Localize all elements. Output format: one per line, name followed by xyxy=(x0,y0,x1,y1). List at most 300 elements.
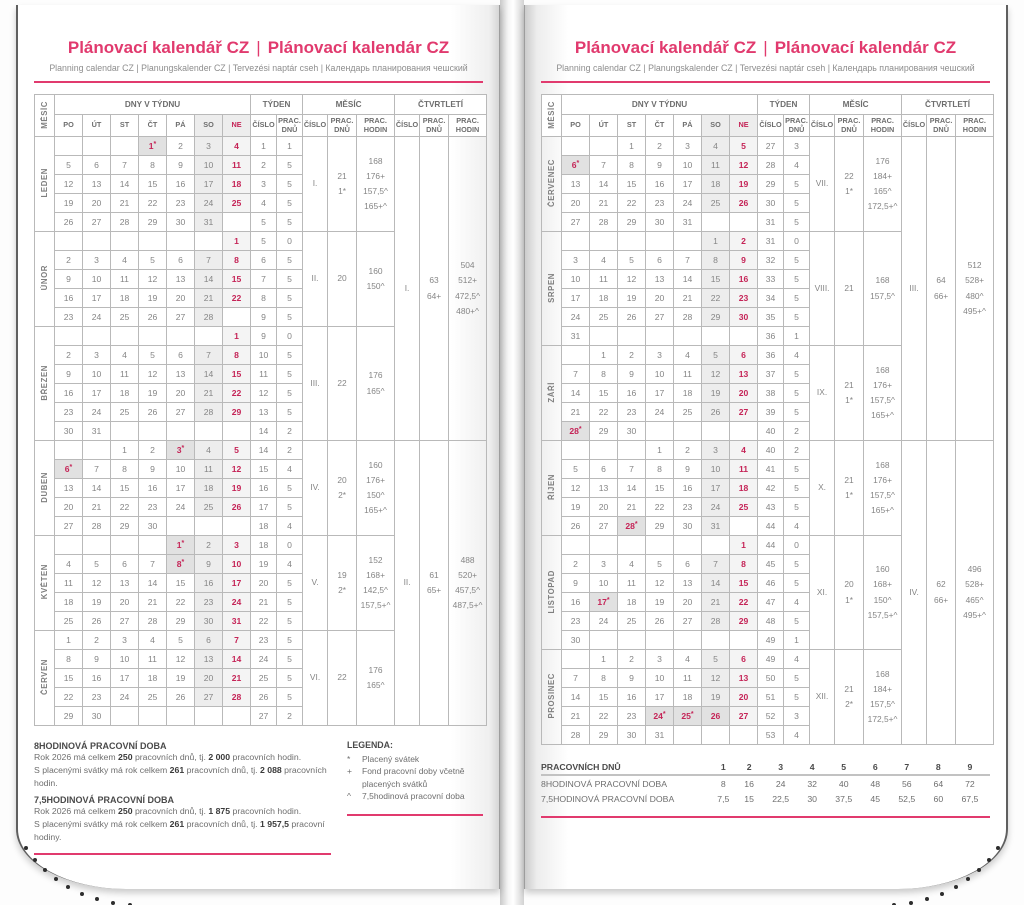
day-cell: 2 xyxy=(195,536,223,555)
day-cell xyxy=(730,726,758,745)
day-cell: 27 xyxy=(195,688,223,707)
day-header: SO xyxy=(702,115,730,137)
week-number-cell: 12 xyxy=(251,384,277,403)
day-cell: 10 xyxy=(562,270,590,289)
day-cell: 31 xyxy=(702,517,730,536)
perforation-dot xyxy=(33,858,37,862)
day-cell: 8 xyxy=(730,555,758,574)
day-cell xyxy=(195,517,223,536)
week-number-cell: 7 xyxy=(251,270,277,289)
day-cell: 28 xyxy=(590,213,618,232)
week-workdays-cell: 0 xyxy=(277,327,303,346)
perforation-dot xyxy=(940,892,944,896)
month-number-cell: VII. xyxy=(810,137,835,232)
day-cell: 20 xyxy=(730,688,758,707)
day-cell: 26 xyxy=(646,612,674,631)
day-cell: 9 xyxy=(618,365,646,384)
day-cell: 14 xyxy=(195,365,223,384)
week-workdays-cell: 5 xyxy=(277,365,303,384)
month-workhours-cell: 168 176+ 157,5^ 165+^ xyxy=(864,346,902,441)
day-cell: 28 xyxy=(195,403,223,422)
day-cell: 17 xyxy=(674,175,702,194)
day-cell: 30 xyxy=(139,517,167,536)
day-cell: 25 xyxy=(195,498,223,517)
week-number-cell: 48 xyxy=(758,612,784,631)
conversion-value: 7,5 xyxy=(717,794,730,804)
week-workdays-cell: 5 xyxy=(784,612,810,631)
day-cell: 17 xyxy=(562,289,590,308)
day-cell xyxy=(195,232,223,251)
day-cell: 19 xyxy=(646,593,674,612)
day-cell: 10 xyxy=(590,574,618,593)
perforation-dot xyxy=(966,877,970,881)
day-cell xyxy=(730,327,758,346)
week-number-cell: 15 xyxy=(251,460,277,479)
day-cell: 12 xyxy=(139,270,167,289)
week-workdays-cell: 5 xyxy=(277,650,303,669)
week-workdays-cell: 0 xyxy=(784,232,810,251)
day-cell: 10 xyxy=(674,156,702,175)
day-cell: 16 xyxy=(195,574,223,593)
sub-header: PRAC. HODIN xyxy=(357,115,395,137)
day-cell: 3 xyxy=(702,441,730,460)
day-cell: 13 xyxy=(590,479,618,498)
day-cell: 24 xyxy=(167,498,195,517)
quarter-workhours-cell: 488 520+ 457,5^ 487,5+^ xyxy=(449,441,487,726)
day-cell xyxy=(562,137,590,156)
day-cell: 10 xyxy=(195,156,223,175)
day-cell: 12 xyxy=(139,365,167,384)
sub-header: ČÍSLO xyxy=(303,115,328,137)
quarter-number-cell: III. xyxy=(902,137,927,441)
day-cell: 3 xyxy=(83,346,111,365)
sub-header: ČÍSLO xyxy=(395,115,420,137)
day-cell: 12 xyxy=(618,270,646,289)
day-cell: 14 xyxy=(223,650,251,669)
day-cell: 13 xyxy=(83,175,111,194)
month-number-cell: V. xyxy=(303,536,328,631)
day-cell: 16 xyxy=(618,688,646,707)
title-slovak: Plánovací kalendár CZ xyxy=(774,38,957,57)
day-cell: 12 xyxy=(167,650,195,669)
day-cell: 19 xyxy=(139,289,167,308)
day-cell: 20 xyxy=(562,194,590,213)
day-cell: 15 xyxy=(646,479,674,498)
day-cell: 21 xyxy=(562,403,590,422)
day-cell: 2 xyxy=(618,650,646,669)
day-cell: 26 xyxy=(83,612,111,631)
sub-header: PRAC. DNŮ xyxy=(277,115,303,137)
day-cell: 20 xyxy=(167,384,195,403)
day-cell: 6 xyxy=(674,555,702,574)
conversion-value: 56 xyxy=(901,779,912,789)
month-workdays-cell: 22 xyxy=(328,631,357,726)
day-cell: 26 xyxy=(702,403,730,422)
day-cell: 6 xyxy=(167,346,195,365)
quarter-workdays-cell: 62 66+ xyxy=(927,441,956,745)
day-cell xyxy=(562,441,590,460)
week-number-cell: 36 xyxy=(758,346,784,365)
day-cell: 3 xyxy=(83,251,111,270)
day-cell: 23 xyxy=(83,688,111,707)
day-cell-holiday: 1* xyxy=(139,137,167,156)
week-number-cell: 52 xyxy=(758,707,784,726)
day-cell: 3 xyxy=(562,251,590,270)
perforation-dot xyxy=(925,897,929,901)
day-cell: 23 xyxy=(167,194,195,213)
day-cell: 17 xyxy=(83,289,111,308)
month-workdays-cell: 20 1* xyxy=(835,536,864,650)
week-number-cell: 27 xyxy=(758,137,784,156)
day-cell xyxy=(83,441,111,460)
day-cell xyxy=(562,346,590,365)
day-cell: 19 xyxy=(83,593,111,612)
day-cell: 5 xyxy=(139,251,167,270)
week-number-cell: 5 xyxy=(251,232,277,251)
perforation-dot xyxy=(977,868,981,872)
week-workdays-cell: 5 xyxy=(277,403,303,422)
week-workdays-cell: 5 xyxy=(784,574,810,593)
week-workdays-cell: 5 xyxy=(784,460,810,479)
week-workdays-cell: 5 xyxy=(277,213,303,232)
day-cell xyxy=(83,327,111,346)
day-cell: 1 xyxy=(590,650,618,669)
day-cell: 19 xyxy=(702,384,730,403)
week-workdays-cell: 0 xyxy=(784,536,810,555)
conversion-col-header: 4 xyxy=(801,759,824,775)
day-cell: 9 xyxy=(562,574,590,593)
day-cell: 6 xyxy=(195,631,223,650)
day-cell: 19 xyxy=(618,289,646,308)
day-cell: 21 xyxy=(223,669,251,688)
page-title xyxy=(34,38,483,58)
day-cell xyxy=(167,707,195,726)
day-cell xyxy=(618,631,646,650)
day-cell: 8 xyxy=(223,346,251,365)
day-cell xyxy=(55,232,83,251)
day-cell-holiday: 6* xyxy=(55,460,83,479)
day-cell xyxy=(167,422,195,441)
week-number-cell: 10 xyxy=(251,346,277,365)
day-cell xyxy=(167,517,195,536)
day-header: ÚT xyxy=(83,115,111,137)
day-cell: 27 xyxy=(111,612,139,631)
day-cell xyxy=(139,327,167,346)
week-workdays-cell: 5 xyxy=(784,289,810,308)
month-label: ŘÍJEN xyxy=(542,441,562,536)
day-cell: 27 xyxy=(167,308,195,327)
day-cell: 23 xyxy=(139,498,167,517)
day-cell: 14 xyxy=(674,270,702,289)
week-number-cell: 39 xyxy=(758,403,784,422)
day-cell: 26 xyxy=(618,308,646,327)
week-workdays-cell: 5 xyxy=(277,194,303,213)
quarter-workdays-cell: 64 66+ xyxy=(927,137,956,441)
week-workdays-cell: 2 xyxy=(277,707,303,726)
quarter-group-header: ČTVRTLETÍ xyxy=(395,95,487,115)
day-cell-holiday: 8* xyxy=(167,555,195,574)
day-cell: 10 xyxy=(83,365,111,384)
perforation-dot xyxy=(54,877,58,881)
day-header: ST xyxy=(618,115,646,137)
day-cell: 4 xyxy=(730,441,758,460)
conversion-value: 32 xyxy=(807,779,818,789)
day-cell: 10 xyxy=(646,365,674,384)
day-cell: 4 xyxy=(195,441,223,460)
conversion-value: 8 xyxy=(720,779,726,789)
week-number-cell: 6 xyxy=(251,251,277,270)
week-number-cell: 2 xyxy=(251,156,277,175)
day-cell: 5 xyxy=(702,650,730,669)
week-workdays-cell: 0 xyxy=(277,536,303,555)
day-cell xyxy=(83,232,111,251)
day-cell: 8 xyxy=(646,460,674,479)
day-cell xyxy=(674,232,702,251)
day-cell: 11 xyxy=(702,156,730,175)
day-cell: 5 xyxy=(55,156,83,175)
day-cell: 23 xyxy=(55,308,83,327)
week-workdays-cell: 5 xyxy=(277,612,303,631)
day-cell: 21 xyxy=(590,194,618,213)
day-cell: 22 xyxy=(590,403,618,422)
page-gutter xyxy=(500,0,524,905)
day-cell: 27 xyxy=(730,707,758,726)
day-cell: 22 xyxy=(646,498,674,517)
legend-item xyxy=(347,753,483,765)
day-cell xyxy=(618,327,646,346)
week-number-cell: 31 xyxy=(758,213,784,232)
day-cell: 12 xyxy=(702,365,730,384)
day-cell: 30 xyxy=(83,707,111,726)
day-cell: 15 xyxy=(618,175,646,194)
day-cell: 17 xyxy=(195,175,223,194)
week-number-cell: 16 xyxy=(251,479,277,498)
day-cell: 24 xyxy=(674,194,702,213)
day-cell: 24 xyxy=(562,308,590,327)
week-workdays-cell: 4 xyxy=(784,650,810,669)
day-cell: 18 xyxy=(55,593,83,612)
week-workdays-cell: 4 xyxy=(784,593,810,612)
day-cell: 9 xyxy=(55,365,83,384)
day-header: PO xyxy=(562,115,590,137)
legend-item xyxy=(347,765,483,790)
day-cell: 1 xyxy=(590,346,618,365)
month-workhours-cell: 176 184+ 165^ 172,5+^ xyxy=(864,137,902,232)
week-number-cell: 50 xyxy=(758,669,784,688)
day-cell: 23 xyxy=(55,403,83,422)
day-cell: 5 xyxy=(646,555,674,574)
day-cell xyxy=(111,232,139,251)
day-cell-holiday: 26 xyxy=(702,707,730,726)
week-workdays-cell: 5 xyxy=(784,270,810,289)
day-cell: 20 xyxy=(55,498,83,517)
left-page xyxy=(16,5,500,889)
day-cell: 6 xyxy=(730,346,758,365)
day-cell: 7 xyxy=(562,365,590,384)
day-cell: 27 xyxy=(590,517,618,536)
day-header: PO xyxy=(55,115,83,137)
days-group-header: DNY V TÝDNU xyxy=(562,95,758,115)
day-cell: 14 xyxy=(139,574,167,593)
quarter-workdays-cell: 61 65+ xyxy=(420,441,449,726)
conversion-table-label: PRACOVNÍCH DNŮ xyxy=(541,759,709,775)
day-cell: 16 xyxy=(83,669,111,688)
day-cell: 30 xyxy=(562,631,590,650)
month-label: ČERVENEC xyxy=(542,137,562,232)
week-workdays-cell: 5 xyxy=(784,498,810,517)
day-cell: 15 xyxy=(590,384,618,403)
day-cell: 22 xyxy=(730,593,758,612)
day-header: PÁ xyxy=(674,115,702,137)
week-workdays-cell: 5 xyxy=(784,384,810,403)
week-workdays-cell: 5 xyxy=(784,479,810,498)
day-cell xyxy=(55,536,83,555)
day-cell: 4 xyxy=(55,555,83,574)
day-cell: 24 xyxy=(646,403,674,422)
day-cell: 19 xyxy=(562,498,590,517)
week-workdays-cell: 5 xyxy=(784,555,810,574)
week-workdays-cell: 5 xyxy=(277,479,303,498)
conversion-value: 30 xyxy=(807,794,818,804)
day-cell: 26 xyxy=(223,498,251,517)
day-cell: 19 xyxy=(139,384,167,403)
day-cell: 24 xyxy=(83,308,111,327)
day-cell: 8 xyxy=(223,251,251,270)
day-cell xyxy=(139,232,167,251)
month-workdays-cell: 20 2* xyxy=(328,441,357,536)
day-cell: 7 xyxy=(195,346,223,365)
day-cell: 10 xyxy=(111,650,139,669)
day-cell: 4 xyxy=(139,631,167,650)
perforation-dot xyxy=(66,885,70,889)
day-cell xyxy=(590,536,618,555)
day-cell: 17 xyxy=(646,384,674,403)
day-cell: 7 xyxy=(618,460,646,479)
day-cell: 2 xyxy=(139,441,167,460)
footer-heading: 7,5HODINOVÁ PRACOVNÍ DOBA xyxy=(34,795,175,806)
day-cell: 23 xyxy=(646,194,674,213)
day-cell: 4 xyxy=(111,251,139,270)
day-cell xyxy=(674,726,702,745)
day-cell: 5 xyxy=(562,460,590,479)
day-cell: 1 xyxy=(55,631,83,650)
day-cell: 22 xyxy=(223,289,251,308)
day-cell: 13 xyxy=(55,479,83,498)
day-cell: 17 xyxy=(83,384,111,403)
conversion-value: 72 xyxy=(965,779,975,789)
day-cell: 20 xyxy=(674,593,702,612)
conversion-value: 64 xyxy=(933,779,944,789)
day-cell: 3 xyxy=(223,536,251,555)
day-cell xyxy=(55,327,83,346)
day-cell xyxy=(702,631,730,650)
day-cell: 16 xyxy=(167,175,195,194)
month-label: ÚNOR xyxy=(35,232,55,327)
day-cell: 21 xyxy=(83,498,111,517)
working-time-summary xyxy=(34,736,331,855)
day-cell: 18 xyxy=(195,479,223,498)
day-cell: 7 xyxy=(590,156,618,175)
day-cell xyxy=(730,213,758,232)
day-cell xyxy=(590,327,618,346)
legend-text: 7,5hodinová pracovní doba xyxy=(362,790,465,801)
day-cell: 2 xyxy=(674,441,702,460)
day-cell: 31 xyxy=(195,213,223,232)
day-cell: 11 xyxy=(139,650,167,669)
conversion-value: 16 xyxy=(744,779,754,789)
week-workdays-cell: 5 xyxy=(277,251,303,270)
day-cell: 15 xyxy=(167,574,195,593)
day-cell: 29 xyxy=(167,612,195,631)
day-cell: 15 xyxy=(590,688,618,707)
day-cell: 20 xyxy=(167,289,195,308)
day-cell: 16 xyxy=(55,289,83,308)
day-cell: 27 xyxy=(167,403,195,422)
week-number-cell: 14 xyxy=(251,441,277,460)
quarter-workdays-cell: 63 64+ xyxy=(420,137,449,441)
day-cell: 17 xyxy=(167,479,195,498)
week-number-cell: 4 xyxy=(251,194,277,213)
day-cell xyxy=(674,422,702,441)
month-column-header: MĚSÍC xyxy=(35,95,55,137)
day-cell: 31 xyxy=(83,422,111,441)
day-cell: 16 xyxy=(646,175,674,194)
day-cell: 1 xyxy=(702,232,730,251)
day-cell xyxy=(590,631,618,650)
day-cell: 20 xyxy=(195,669,223,688)
day-cell: 29 xyxy=(618,213,646,232)
day-cell: 7 xyxy=(674,251,702,270)
day-cell: 8 xyxy=(702,251,730,270)
week-number-cell: 42 xyxy=(758,479,784,498)
day-cell xyxy=(674,631,702,650)
day-cell: 16 xyxy=(674,479,702,498)
day-cell: 6 xyxy=(646,251,674,270)
day-cell xyxy=(618,536,646,555)
day-cell: 2 xyxy=(83,631,111,650)
day-cell: 1 xyxy=(618,137,646,156)
day-cell: 13 xyxy=(167,270,195,289)
day-cell: 19 xyxy=(730,175,758,194)
day-cell-holiday: 24* xyxy=(646,707,674,726)
conversion-value: 52,5 xyxy=(898,794,916,804)
week-number-cell: 13 xyxy=(251,403,277,422)
day-cell: 1 xyxy=(223,327,251,346)
week-workdays-cell: 5 xyxy=(277,669,303,688)
quarter-workhours-cell: 512 528+ 480^ 495+^ xyxy=(956,137,994,441)
day-cell: 18 xyxy=(730,479,758,498)
day-cell xyxy=(646,232,674,251)
day-cell: 3 xyxy=(646,346,674,365)
day-cell xyxy=(702,213,730,232)
day-cell: 10 xyxy=(167,460,195,479)
day-cell: 23 xyxy=(618,403,646,422)
day-cell: 7 xyxy=(111,156,139,175)
week-number-cell: 44 xyxy=(758,517,784,536)
day-cell: 30 xyxy=(674,517,702,536)
month-workdays-cell: 19 2* xyxy=(328,536,357,631)
day-cell: 2 xyxy=(730,232,758,251)
month-label: DUBEN xyxy=(35,441,55,536)
day-cell: 18 xyxy=(674,384,702,403)
week-workdays-cell: 5 xyxy=(784,365,810,384)
conversion-row-label: 7,5HODINOVÁ PRACOVNÍ DOBA xyxy=(541,794,675,804)
day-cell: 23 xyxy=(618,707,646,726)
day-cell: 9 xyxy=(195,555,223,574)
week-number-cell: 18 xyxy=(251,517,277,536)
day-cell: 20 xyxy=(730,384,758,403)
day-cell: 23 xyxy=(195,593,223,612)
